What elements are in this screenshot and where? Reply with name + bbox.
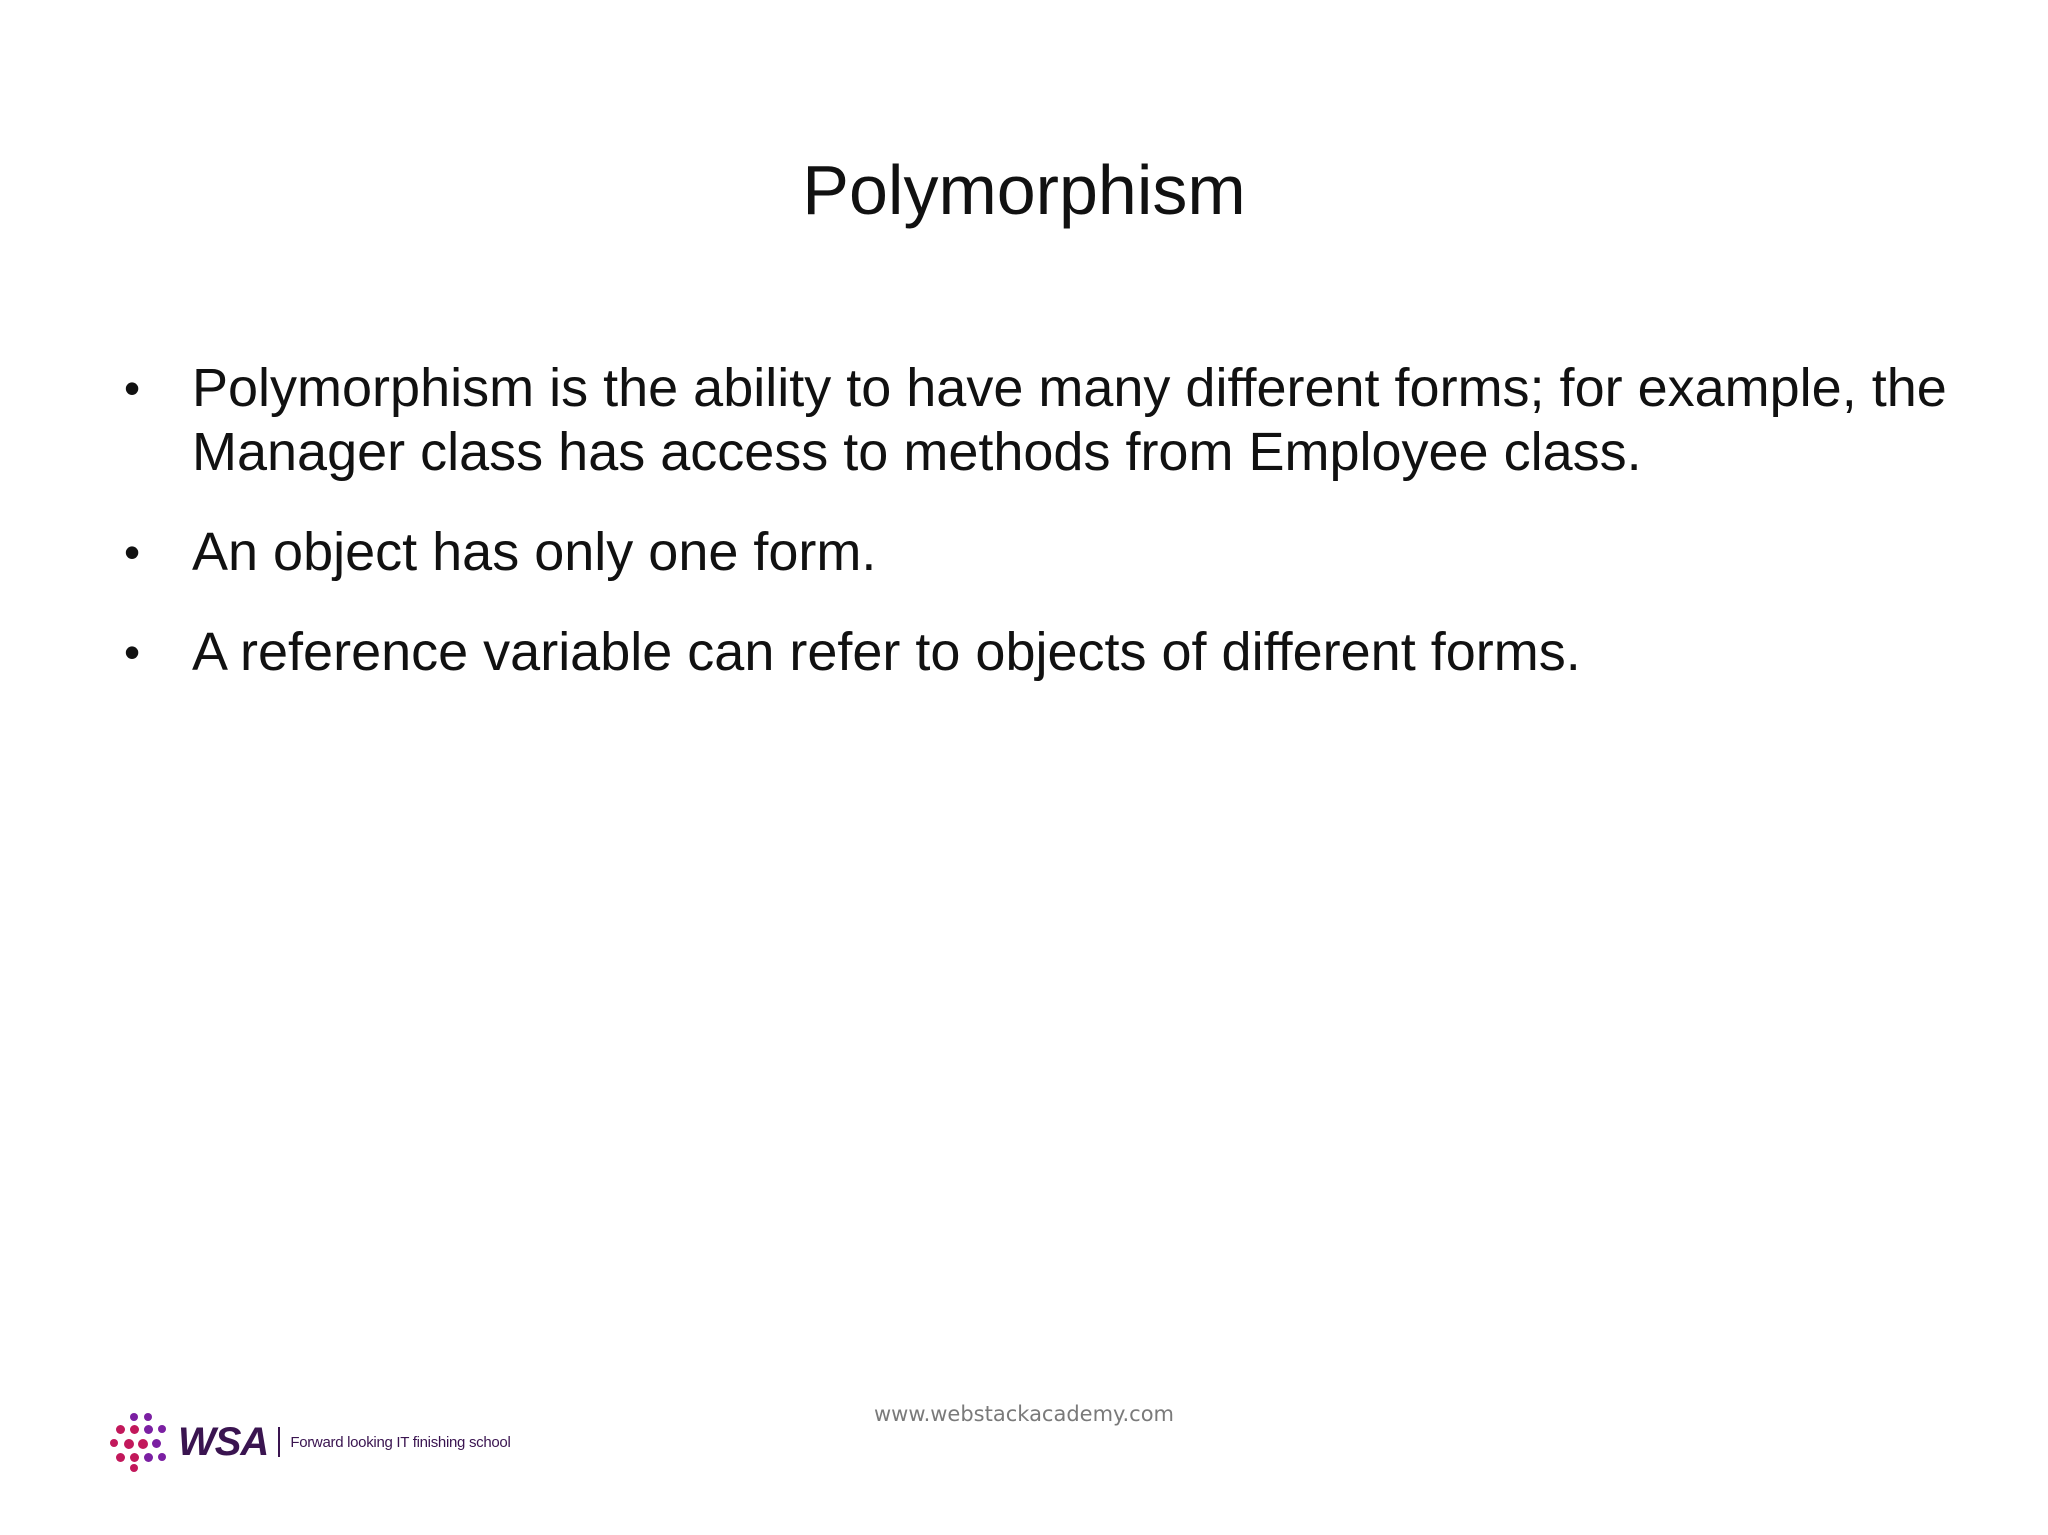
logo-tagline: Forward looking IT finishing school xyxy=(290,1433,511,1451)
logo-separator xyxy=(278,1427,280,1457)
bullet-item xyxy=(120,620,1980,684)
footer-url: www.webstackacademy.com xyxy=(873,1402,1175,1426)
logo-wordmark: WSA xyxy=(178,1419,269,1464)
wsa-logo xyxy=(110,1412,511,1472)
bullet-text: An object has only one form. xyxy=(192,522,877,582)
bullet-marker: • xyxy=(124,626,141,678)
bullet-marker: • xyxy=(124,362,141,414)
bullet-item xyxy=(120,520,1980,584)
slide-title: Polymorphism xyxy=(802,151,1246,229)
bullet-item xyxy=(120,356,1980,484)
bullet-marker: • xyxy=(124,526,141,578)
bullet-list xyxy=(120,356,1980,720)
bullet-text: Polymorphism is the ability to have many different forms; for example, the Manager class has access to methods from Employee class. xyxy=(192,358,1947,482)
logo-dots-icon xyxy=(110,1413,168,1471)
bullet-text: A reference variable can refer to objects of different forms. xyxy=(192,622,1581,682)
